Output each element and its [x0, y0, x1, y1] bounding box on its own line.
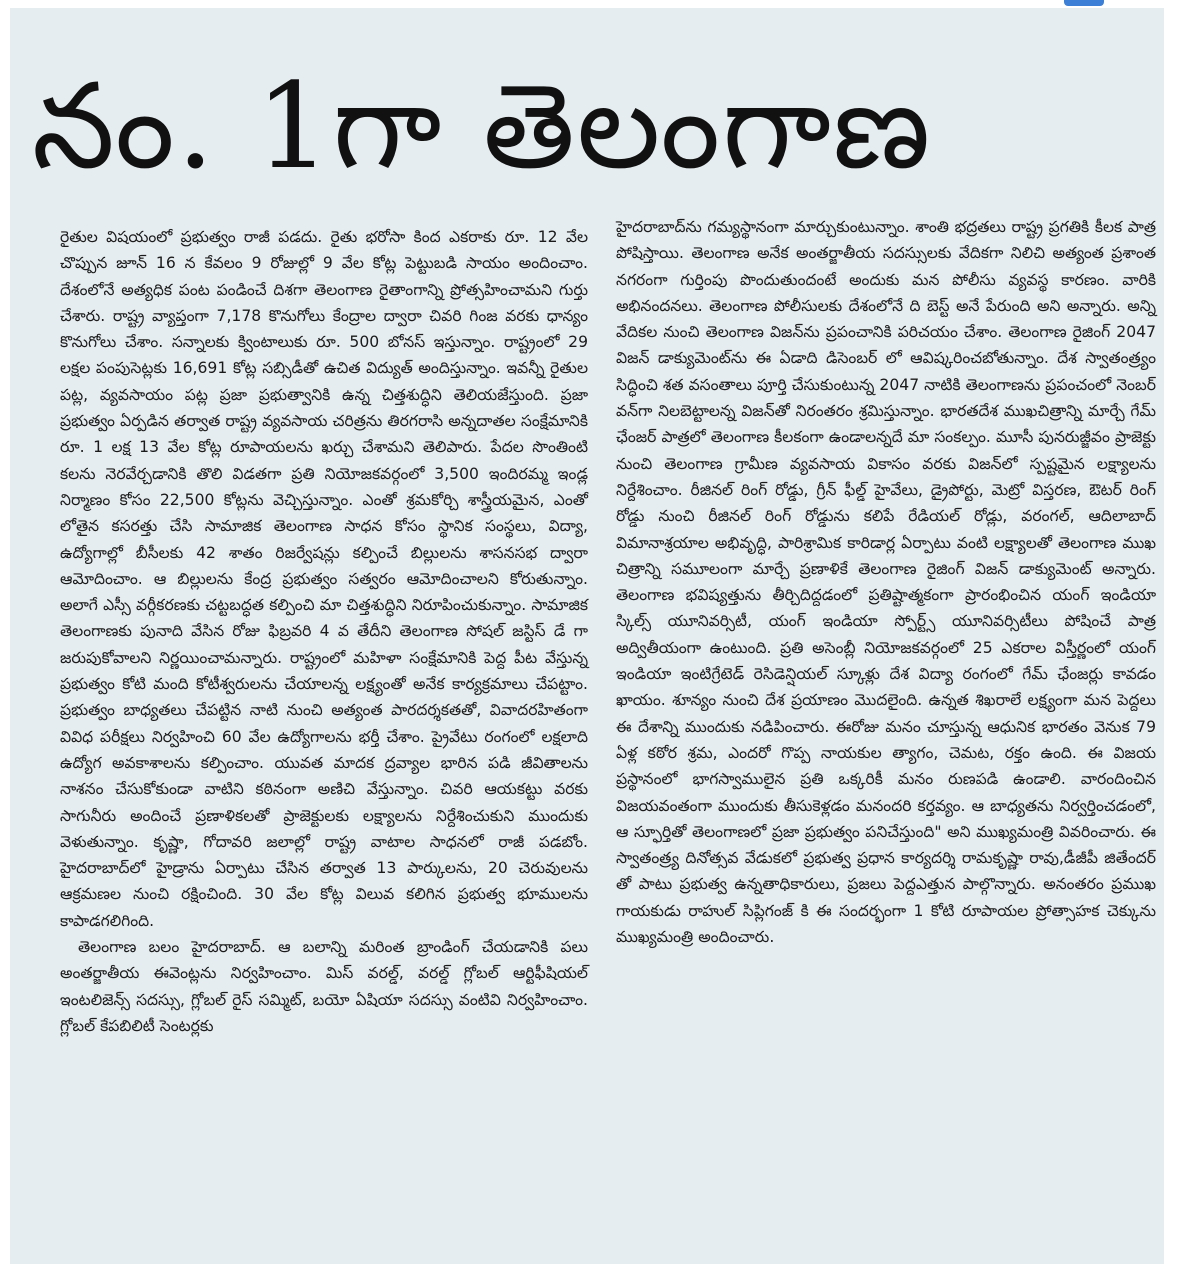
article-column-left	[60, 224, 588, 1039]
paragraph: రైతుల విషయంలో ప్రభుత్వం రాజీ పడదు. రైతు భరోసా కింద ఎకరాకు రూ. 12 వేల చొప్పున జూన్ 16 న కేవలం 9 రోజుల్లో 9 వేల కోట్ల పెట్టుబడి సాయం అందించాం. దేశంలోనే అత్యధిక పంట పండించే దిశగా తెలంగాణ రైతాంగాన్ని ప్రోత్సహించామని గుర్తు చేశారు. రాష్ట్ర వ్యాప్తంగా 7,178 కొనుగోలు కేంద్రాల ద్వారా చివరి గింజ వరకు ధాన్యం కొనుగోలు చేశాం. సన్నాలకు క్వింటాలుకు రూ. 500 బోనస్ ఇస్తున్నాం. రాష్ట్రంలో 29 లక్షల పంపుసెట్లకు 16,691 కోట్ల సబ్సిడీతో ఉచిత విద్యుత్ అందిస్తున్నాం. ఇవన్నీ రైతుల పట్ల, వ్యవసాయం పట్ల ప్రజా ప్రభుత్వానికి ఉన్న చిత్తశుద్ధిని తెలియజేస్తుంది. ప్రజా ప్రభుత్వం ఏర్పడిన తర్వాత రాష్ట్ర వ్యవసాయ చరిత్రను తిరగరాసి అన్నదాతల సంక్షేమానికి రూ. 1 లక్ష 13 వేల కోట్ల రూపాయలను ఖర్చు చేశామని తెలిపారు. పేదల సొంతింటి కలను నెరవేర్చడానికి తొలి విడతగా ప్రతి నియోజకవర్గంలో 3,500 ఇందిరమ్మ ఇండ్ల నిర్మాణం కోసం 22,500 కోట్లను వెచ్చిస్తున్నాం. ఎంతో శ్రమకోర్చి శాస్త్రీయమైన, ఎంతో లోతైన కసరత్తు చేసి సామాజిక తెలంగాణ సాధన కోసం స్థానిక సంస్థలు, విద్యా, ఉద్యోగాల్లో బీసీలకు 42 శాతం రిజర్వేషన్లు కల్పించే బిల్లులను శాసనసభ ద్వారా ఆమోదించాం. ఆ బిల్లులను కేంద్ర ప్రభుత్వం సత్వరం ఆమోదించాలని కోరుతున్నాం. అలాగే ఎస్సీ వర్గీకరణకు చట్టబద్ధత కల్పించి మా చిత్తశుద్ధిని నిరూపించుకున్నాం. సామాజిక తెలంగాణకు పునాది వేసిన రోజు ఫిబ్రవరి 4 వ తేదీని తెలంగాణ సోషల్ జస్టిస్ డే గా జరుపుకోవాలని నిర్ణయించామన్నారు. రాష్ట్రంలో మహిళా సంక్షేమానికి పెద్ద పీట వేస్తున్న ప్రభుత్వం కోటి మంది కోటీశ్వరులను చేయాలన్న లక్ష్యంతో అనేక కార్యక్రమాలు చేపట్టాం. ప్రభుత్వం బాధ్యతలు చేపట్టిన నాటి నుంచి అత్యంత పారదర్శకతతో, వివాదరహితంగా వివిధ పరీక్షలు నిర్వహించి 60 వేల ఉద్యోగాలను భర్తీ చేశాం. ప్రైవేటు రంగంలో లక్షలాది ఉద్యోగ అవకాశాలను కల్పించాం. యువత మాదక ద్రవ్యాల భారిన పడి జీవితాలను నాశనం చేసుకోకుండా వాటిని కఠినంగా అణిచి వేస్తున్నాం. చివరి ఆయకట్టు వరకు సాగునీరు అందించే ప్రణాళికలతో ప్రాజెక్టులకు లక్ష్యాలను నిర్దేశించుకుని ముందుకు వెళుతున్నాం. కృష్ణా, గోదావరి జలాల్లో రాష్ట్ర వాటాల సాధనలో రాజీ పడబోం. హైదరాబాద్‌లో హైడ్రాను ఏర్పాటు చేసిన తర్వాత 13 పార్కులను, 20 చెరువులను ఆక్రమణల నుంచి రక్షించింది. 30 వేల కోట్ల విలువ కలిగిన ప్రభుత్వ భూములను కాపాడగలిగింది.	[60, 228, 588, 930]
corner-marker	[1064, 0, 1104, 6]
paragraph: తెలంగాణ బలం హైదరాబాద్. ఆ బలాన్ని మరింత బ్రాండింగ్ చేయడానికి పలు అంతర్జాతీయ ఈవెంట్లను నిర్వహించాం. మిస్ వరల్డ్, వరల్డ్ గ్లోబల్ ఆర్టిఫీషియల్ ఇంటలిజెన్స్ సదస్సు, గ్లోబల్ రైస్ సమ్మిట్, బయో ఏషియా సదస్సు వంటివి నిర్వహించాం. గ్లోబల్ కేపబిలిటీ సెంటర్లకు	[60, 938, 588, 1035]
headline: నం. 1గా తెలంగాణ	[32, 57, 933, 195]
paragraph: హైదరాబాద్‌ను గమ్యస్థానంగా మార్చుకుంటున్నాం. శాంతి భద్రతలు రాష్ట్ర ప్రగతికి కీలక పాత్ర పోషిస్తాయి. తెలంగాణ అనేక అంతర్జాతీయ సదస్సులకు వేదికగా నిలిచి అత్యంత ప్రశాంత నగరంగా గుర్తింపు పొందుతుందంటే అందుకు మన పోలీసు వ్యవస్థ కారణం. వారికి అభినందనలు. తెలంగాణ పోలీసులకు దేశంలోనే ది బెస్ట్ అనే పేరుంది అని అన్నారు. అన్ని వేదికల నుంచి తెలంగాణ విజన్‌ను ప్రపంచానికి పరిచయం చేశాం. తెలంగాణ రైజింగ్ 2047 విజన్ డాక్యుమెంట్‌ను ఈ ఏడాది డిసెంబర్ లో ఆవిష్కరించబోతున్నాం. దేశ స్వాతంత్ర్యం సిద్ధించి శత వసంతాలు పూర్తి చేసుకుంటున్న 2047 నాటికి తెలంగాణను ప్రపంచంలో నెంబర్ వన్‌గా నిలబెట్టాలన్న విజన్‌తో నిరంతరం శ్రమిస్తున్నాం. భారతదేశ ముఖచిత్రాన్ని మార్చే గేమ్ ఛేంజర్ పాత్రలో తెలంగాణ కీలకంగా ఉండాలన్నదే మా సంకల్పం. మూసీ పునరుజ్జీవం ప్రాజెక్టు నుంచి తెలంగాణ గ్రామీణ వ్యవసాయ వికాసం వరకు విజన్‌లో స్పష్టమైన లక్ష్యాలను నిర్దేశించాం. రీజినల్ రింగ్ రోడ్డు, గ్రీన్ ఫీల్డ్ హైవేలు, డ్రైపోర్టు, మెట్రో విస్తరణ, ఔటర్ రింగ్ రోడ్డు నుంచి రీజినల్ రింగ్ రోడ్డును కలిపే రేడియల్ రోడ్లు, వరంగల్, ఆదిలాబాద్ విమానాశ్రయాల అభివృద్ధి, పారిశ్రామిక కారిడార్ల ఏర్పాటు వంటి లక్ష్యాలతో తెలంగాణ ముఖ చిత్రాన్ని సమూలంగా మార్చే ప్రణాళికే తెలంగాణ రైజింగ్ విజన్ డాక్యుమెంట్ అన్నారు. తెలంగాణ భవిష్యత్తును తీర్చిదిద్దడంలో ప్రతిష్టాత్మకంగా ప్రారంభించిన యంగ్ ఇండియా స్కిల్స్ యూనివర్సిటీ, యంగ్ ఇండియా స్పోర్ట్స్ యూనివర్సిటీలు పోషించే పాత్ర అద్వితీయంగా ఉంటుంది. ప్రతి అసెంబ్లీ నియోజకవర్గంలో 25 ఎకరాల విస్తీర్ణంలో యంగ్ ఇండియా ఇంటిగ్రేటెడ్ రెసిడెన్షియల్ స్కూళ్లు దేశ విద్యా రంగంలో గేమ్ ఛేంజర్లు కావడం ఖాయం. శూన్యం నుంచి దేశ ప్రయాణం మొదలైంది. ఉన్నత శిఖరాలే లక్ష్యంగా మన పెద్దలు ఈ దేశాన్ని ముందుకు నడిపించారు. ఈరోజు మనం చూస్తున్న ఆధునిక భారతం వెనుక 79 ఏళ్ల కఠోర శ్రమ, ఎందరో గొప్ప నాయకుల త్యాగం, చెమట, రక్తం ఉంది. ఈ విజయ ప్రస్థానంలో భాగస్వాములైన ప్రతి ఒక్కరికీ మనం రుణపడి ఉండాలి. వారందించిన విజయవంతంగా ముందుకు తీసుకెళ్లడం మనందరి కర్తవ్యం. ఆ బాధ్యతను నిర్వర్తించడంలో, ఆ స్ఫూర్తితో తెలంగాణలో ప్రజా ప్రభుత్వం పనిచేస్తుంది" అని ముఖ్యమంత్రి వివరించారు. ఈ స్వాతంత్ర్య దినోత్సవ వేడుకలో ప్రభుత్వ ప్రధాన కార్యదర్శి రామకృష్ణా రావు,డీజీపీ జితేందర్ తో పాటు ప్రభుత్వ ఉన్నతాధికారులు, ప్రజలు పెద్దఎత్తున పాల్గొన్నారు. అనంతరం ప్రముఖ గాయకుడు రాహుల్ సిప్లిగంజ్ కి ఈ సందర్భంగా 1 కోటి రూపాయల ప్రోత్సాహక చెక్కును ముఖ్యమంత్రి అందించారు.	[616, 218, 1156, 947]
article-column-right	[616, 214, 1156, 950]
newspaper-clipping	[10, 8, 1164, 1264]
